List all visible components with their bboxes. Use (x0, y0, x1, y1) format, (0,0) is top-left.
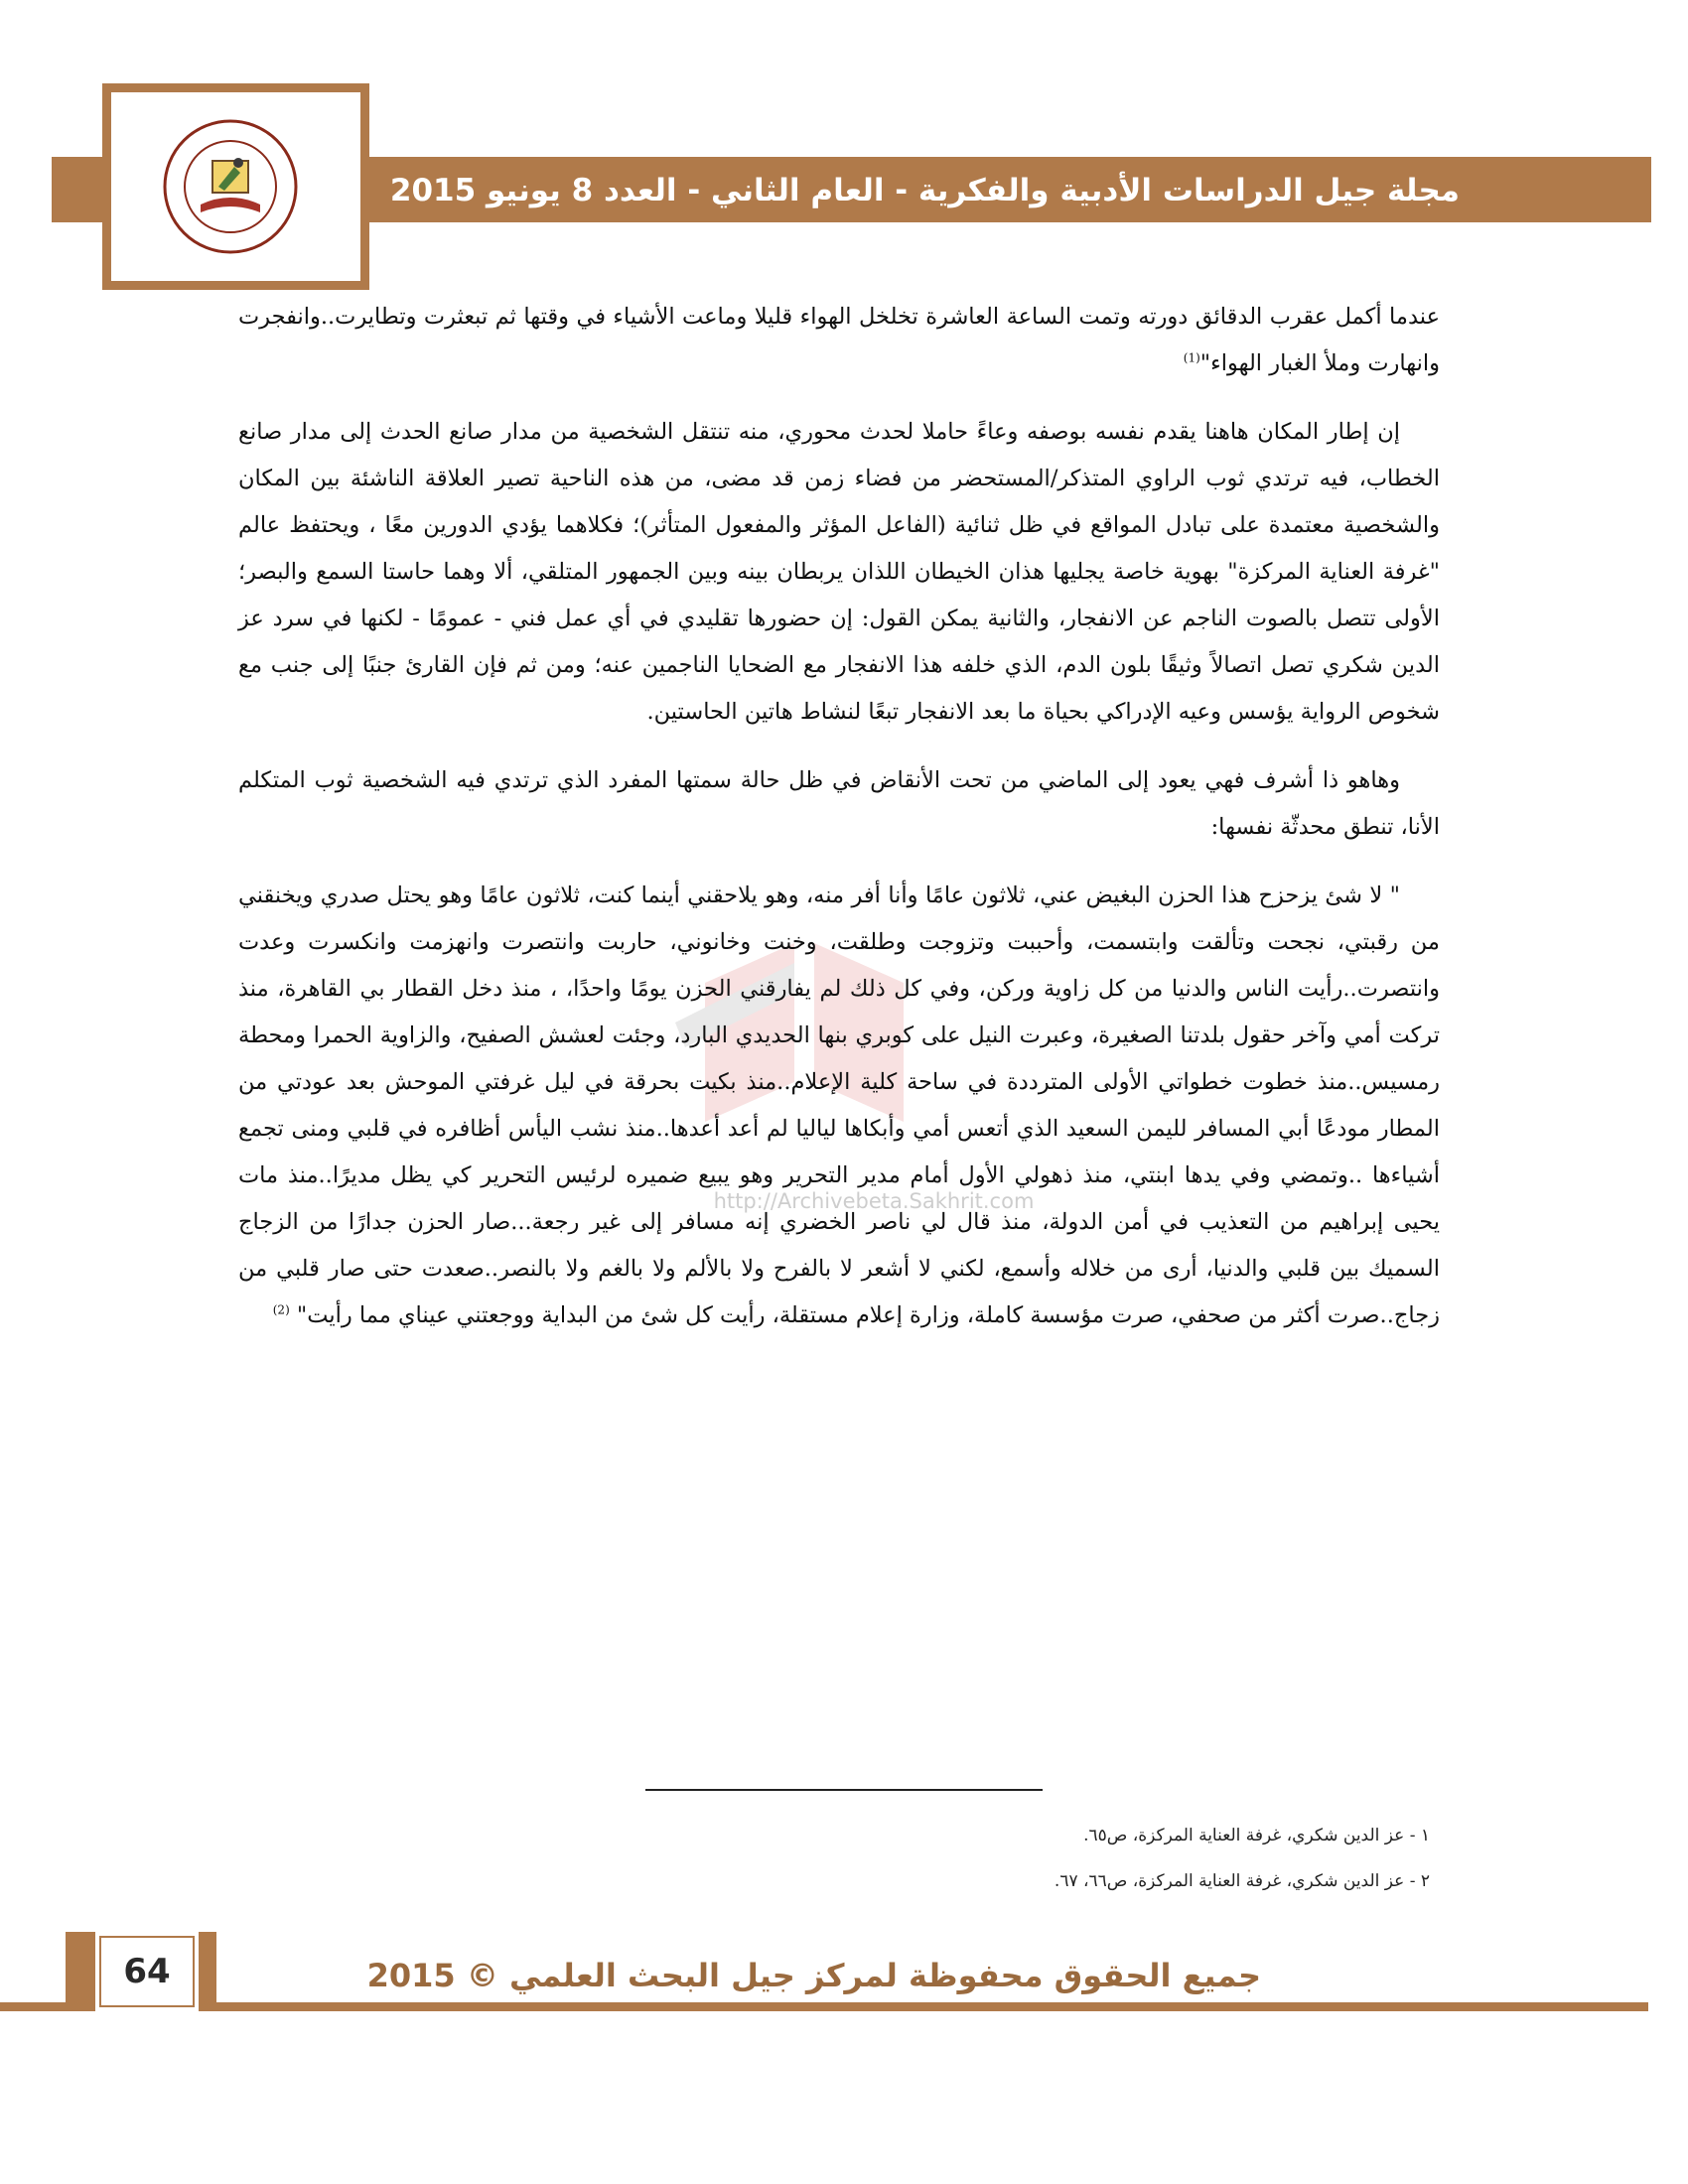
footnote-ref-1: (1) (1183, 350, 1200, 365)
quotation-text: " لا شئ يزحزح هذا الحزن البغيض عني، ثلاثون عامًا وأنا أفر منه، وهو يلاحقني أينما كنت، ثلاثون عامًا وهو يحتل صدري ويخنقني من رقبتي، نجحت وتألقت وابتسمت، وأحببت وتزوجت وطلقت، وخنت وخانوني، حاربت وانتصرت وانهزمت وانكسرت وعدت وانتصرت..رأيت الناس والدنيا من كل زاوية وركن، وفي كل ذلك لم يفارقني الحزن يومًا واحدًا، ، منذ دخل القطار بي القاهرة، منذ تركت أمي وآخر حقول بلدتنا الصغيرة، وعبرت النيل على كوبري بنها الحديدي البارد، وجئت لعشش الصفيح، والزاوية الحمرا ومحطة رمسيس..منذ خطوت خطواتي الأولى المترددة في ساحة كلية الإعلام..منذ بكيت بحرقة في ليل غرفتي الموحش بعد عودتي من المطار مودعًا أبي المسافر لليمن السعيد الذي أتعس أمي وأبكاها لياليا لم أعد أعدها..منذ نشب اليأس أظافره في قلبي ومنى تجمع أشياءها ..وتمضي وفي يدها ابنتي، منذ ذهولي الأول أمام مدير التحرير وهو يبيع ضميره لرئيس التحرير كي يظل مديرًا..منذ مات يحيى إبراهيم من التعذيب في أمن الدولة، منذ قال لي ناصر الخضري إنه مسافر إلى غير رجعة...صار الحزن جدارًا من الزجاج السميك بين قلبي والدنيا، أرى من خلاله وأسمع، لكني لا أشعر لا بالفرح ولا بالألم ولا بالغم ولا بالنصر..صعدت حتى صار قلبي من زجاج..صرت أكثر من صحفي، صرت مؤسسة كاملة، وزارة إعلام مستقلة، رأيت كل شئ من البداية ووجعتني عيناي مما رأيت" (238, 883, 1440, 1328)
footnote-divider (645, 1789, 1043, 1791)
article-body (238, 294, 1440, 1361)
copyright-notice: جميع الحقوق محفوظة لمركز جيل البحث العلمي © 2015 (366, 1957, 1261, 1994)
paragraph-2: إن إطار المكان هاهنا يقدم نفسه بوصفه وعاءً حاملا لحدث محوري، منه تنتقل الشخصية من مدار صانع الحدث إلى مدار صانع الخطاب، فيه ترتدي ثوب الراوي المتذكر/المستحضر من فضاء زمن قد مضى، من هذه الناحية تصير العلاقة الناشئة بين المكان والشخصية معتمدة على تبادل المواقع في ظل ثنائية (الفاعل المؤثر والمفعول المتأثر)؛ فكلاهما يؤدي الدورين معًا ، ويحتفظ عالم "غرفة العناية المركزة" بهوية خاصة يجليها هذان الخيطان اللذان يربطان بينه وبين الجمهور المتلقي، ألا وهما حاستا السمع والبصر؛ الأولى تتصل بالصوت الناجم عن الانفجار، والثانية يمكن القول: إن حضورها تقليدي في أي عمل فني - عمومًا - لكنها في سرد عز الدين شكري تصل اتصالاً وثيقًا بلون الدم، الذي خلفه هذا الانفجار مع الضحايا الناجمين عنه؛ ومن ثم فإن القارئ جنبًا إلى جنب مع شخوص الرواية يؤسس وعيه الإدراكي بحياة ما بعد الانفجار تبعًا لنشاط هاتين الحاستين. (238, 419, 1440, 725)
footnote-ref-2: (2) (272, 1302, 290, 1317)
quotation-paragraph (238, 873, 1440, 1339)
footnotes (635, 1813, 1430, 1904)
journal-logo-icon (149, 117, 313, 256)
footer-bar (209, 2002, 1648, 2011)
watermark-url: http://Archivebeta.Sakhrit.com (713, 1189, 1035, 1213)
paragraph-1 (238, 294, 1440, 387)
journal-header-title: مجلة جيل الدراسات الأدبية والفكرية - العام الثاني - العدد 8 يونيو 2015 (389, 173, 1460, 208)
footnote-1: ١ - عز الدين شكري، غرفة العناية المركزة، ص٦٥. (1083, 1826, 1430, 1845)
footnote-2: ٢ - عز الدين شكري، غرفة العناية المركزة، ص٦٦، ٦٧. (1054, 1871, 1430, 1891)
paragraph-1-text: عندما أكمل عقرب الدقائق دورته وتمت الساعة العاشرة تخلخل الهواء قليلا وماعت الأشياء في وقتها ثم تبعثرت وتطايرت..وانفجرت وانهارت وملأ الغبار الهواء" (238, 304, 1440, 376)
page-number: 64 (123, 1952, 171, 1991)
paragraph-3: وهاهو ذا أشرف فهي يعود إلى الماضي من تحت الأنقاض في ظل حالة سمتها المفرد الذي ترتدي فيه الشخصية ثوب المتكلم الأنا، تنطق محدثّة نفسها: (238, 767, 1440, 840)
